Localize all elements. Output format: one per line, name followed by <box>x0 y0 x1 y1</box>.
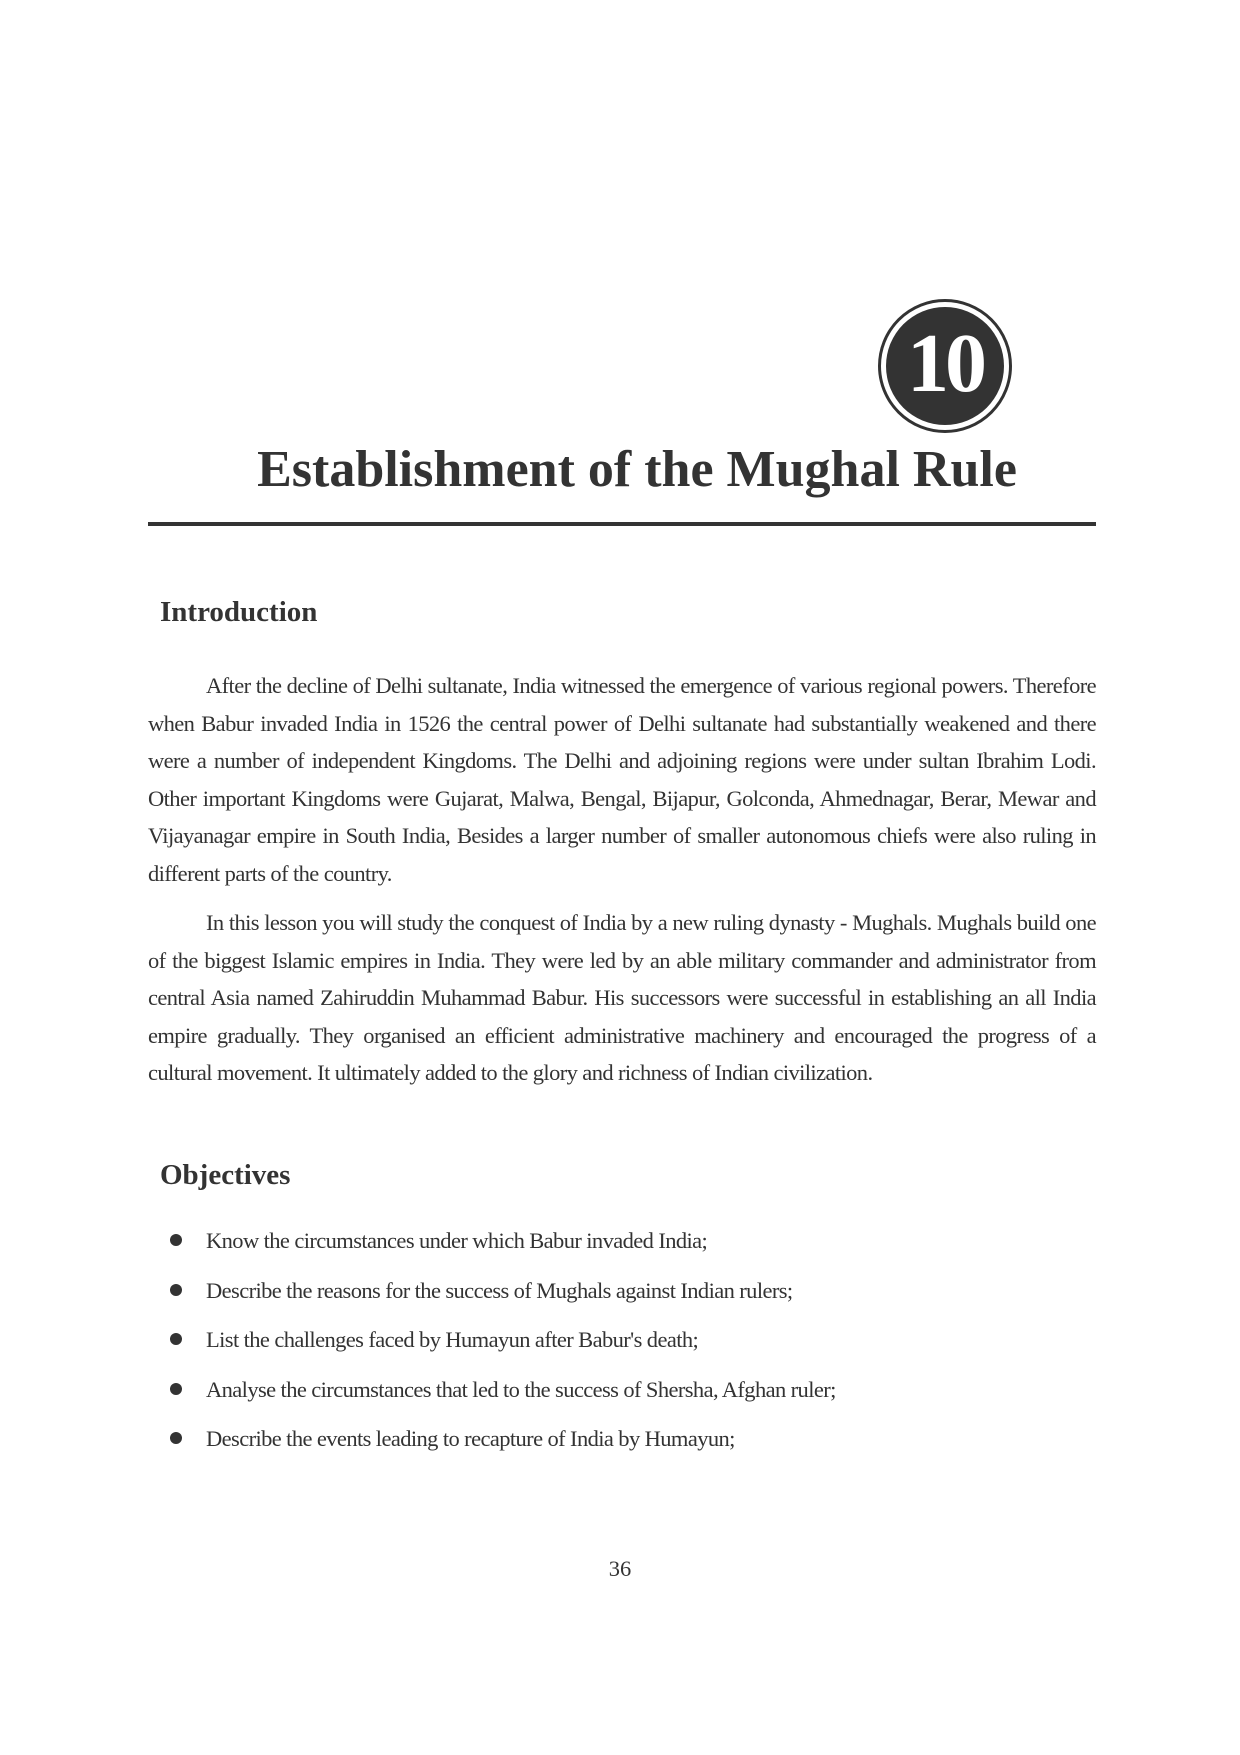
objective-item <box>170 1377 836 1427</box>
introduction-paragraph-2-block <box>148 904 1096 1092</box>
objectives-list <box>170 1228 836 1476</box>
introduction-heading: Introduction <box>160 596 318 628</box>
objective-item <box>170 1426 836 1476</box>
page-number: 36 <box>608 1556 632 1581</box>
objective-text: Know the circumstances under which Babur invaded India; <box>206 1228 708 1253</box>
objective-text: Describe the events leading to recapture of India by Humayun; <box>206 1426 735 1451</box>
objective-item <box>170 1278 836 1328</box>
introduction-paragraph: After the decline of Delhi sultanate, India witnessed the emergence of various regional powers. Therefore when Babur invaded India in 1526 the central power of Delhi sultanate had substantially weakened and there were a number of independent Kingdoms. The Delhi and adjoining regions were under sultan Ibrahim Lodi. Other important Kingdoms were Gujarat, Malwa, Bengal, Bijapur, Golconda, Ahmednagar, Berar, Mewar and Vijayanagar empire in South India, Besides a larger number of smaller autonomous chiefs were also ruling in different parts of the country. <box>148 673 1096 886</box>
chapter-title: Establishment of the Mughal Rule <box>257 441 1017 498</box>
objective-text: Analyse the circumstances that led to the success of Shersha, Afghan ruler; <box>206 1376 836 1402</box>
bullet-icon <box>170 1284 182 1296</box>
bullet-icon <box>170 1432 182 1444</box>
bullet-icon <box>170 1383 182 1395</box>
introduction-paragraph-1-block <box>148 667 1096 893</box>
title-divider <box>148 522 1096 526</box>
objective-item <box>170 1327 836 1377</box>
objective-text: Describe the reasons for the success of Mughals against Indian rulers; <box>206 1277 793 1303</box>
chapter-number-disc <box>886 307 1004 425</box>
bullet-icon <box>170 1333 182 1345</box>
objectives-heading: Objectives <box>160 1159 291 1191</box>
introduction-paragraph: In this lesson you will study the conquest of India by a new ruling dynasty - Mughals. Mughals build one of the biggest Islamic empires in India. They were led by an able military commander and administrator from central Asia named Zahiruddin Muhammad Babur. His successors were successful in establishing an all India empire gradually. They organised an efficient administrative machinery and encouraged the progress of a cultural movement. It ultimately added to the glory and richness of Indian civilization. <box>148 910 1096 1086</box>
chapter-number-badge <box>878 299 1012 433</box>
objective-item <box>170 1228 836 1278</box>
chapter-number: 10 <box>907 317 983 410</box>
bullet-icon <box>170 1234 182 1246</box>
objective-text: List the challenges faced by Humayun after Babur's death; <box>206 1327 699 1352</box>
